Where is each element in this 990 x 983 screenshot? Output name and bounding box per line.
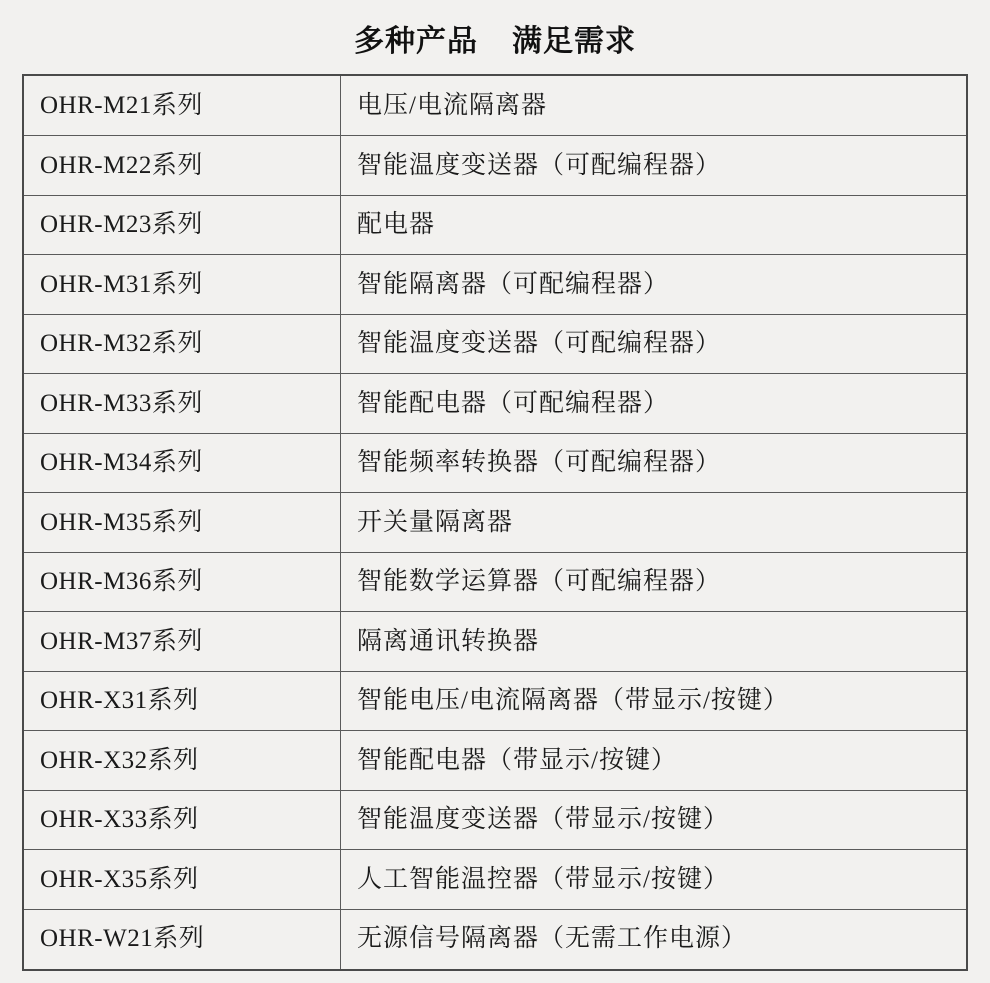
product-model: OHR-M34系列 [24,433,341,493]
product-description: 人工智能温控器（带显示/按键） [341,850,967,910]
table-row [24,850,966,910]
product-table-body [24,76,966,969]
table-row [24,493,966,553]
product-model: OHR-M21系列 [24,76,341,136]
product-description: 智能隔离器（可配编程器） [341,255,967,315]
table-row [24,195,966,255]
table-row [24,433,966,493]
product-description: 智能配电器（可配编程器） [341,374,967,434]
product-description: 智能温度变送器（可配编程器） [341,136,967,196]
product-model: OHR-M31系列 [24,255,341,315]
table-row [24,909,966,969]
table-row [24,731,966,791]
product-model: OHR-X31系列 [24,671,341,731]
product-model: OHR-M33系列 [24,374,341,434]
page-title [0,0,990,74]
table-row [24,136,966,196]
product-description: 智能温度变送器（带显示/按键） [341,790,967,850]
table-row [24,612,966,672]
product-model: OHR-W21系列 [24,909,341,969]
table-row [24,255,966,315]
product-description: 智能数学运算器（可配编程器） [341,552,967,612]
product-model: OHR-M23系列 [24,195,341,255]
product-description: 无源信号隔离器（无需工作电源） [341,909,967,969]
product-description: 智能电压/电流隔离器（带显示/按键） [341,671,967,731]
product-description: 智能配电器（带显示/按键） [341,731,967,791]
product-model: OHR-M35系列 [24,493,341,553]
product-model: OHR-M37系列 [24,612,341,672]
product-model: OHR-M22系列 [24,136,341,196]
product-description: 隔离通讯转换器 [341,612,967,672]
product-description: 智能温度变送器（可配编程器） [341,314,967,374]
table-row [24,552,966,612]
product-description: 配电器 [341,195,967,255]
table-row [24,314,966,374]
product-model: OHR-X32系列 [24,731,341,791]
product-description: 智能频率转换器（可配编程器） [341,433,967,493]
page-title-right: 满足需求 [512,25,636,58]
product-description: 开关量隔离器 [341,493,967,553]
product-model: OHR-X33系列 [24,790,341,850]
product-model: OHR-X35系列 [24,850,341,910]
product-model: OHR-M32系列 [24,314,341,374]
table-row [24,790,966,850]
page-title-left: 多种产品 [354,25,478,58]
product-table-container [22,74,968,971]
product-model: OHR-M36系列 [24,552,341,612]
table-row [24,374,966,434]
table-row [24,76,966,136]
product-description: 电压/电流隔离器 [341,76,967,136]
table-row [24,671,966,731]
product-table [24,76,966,969]
